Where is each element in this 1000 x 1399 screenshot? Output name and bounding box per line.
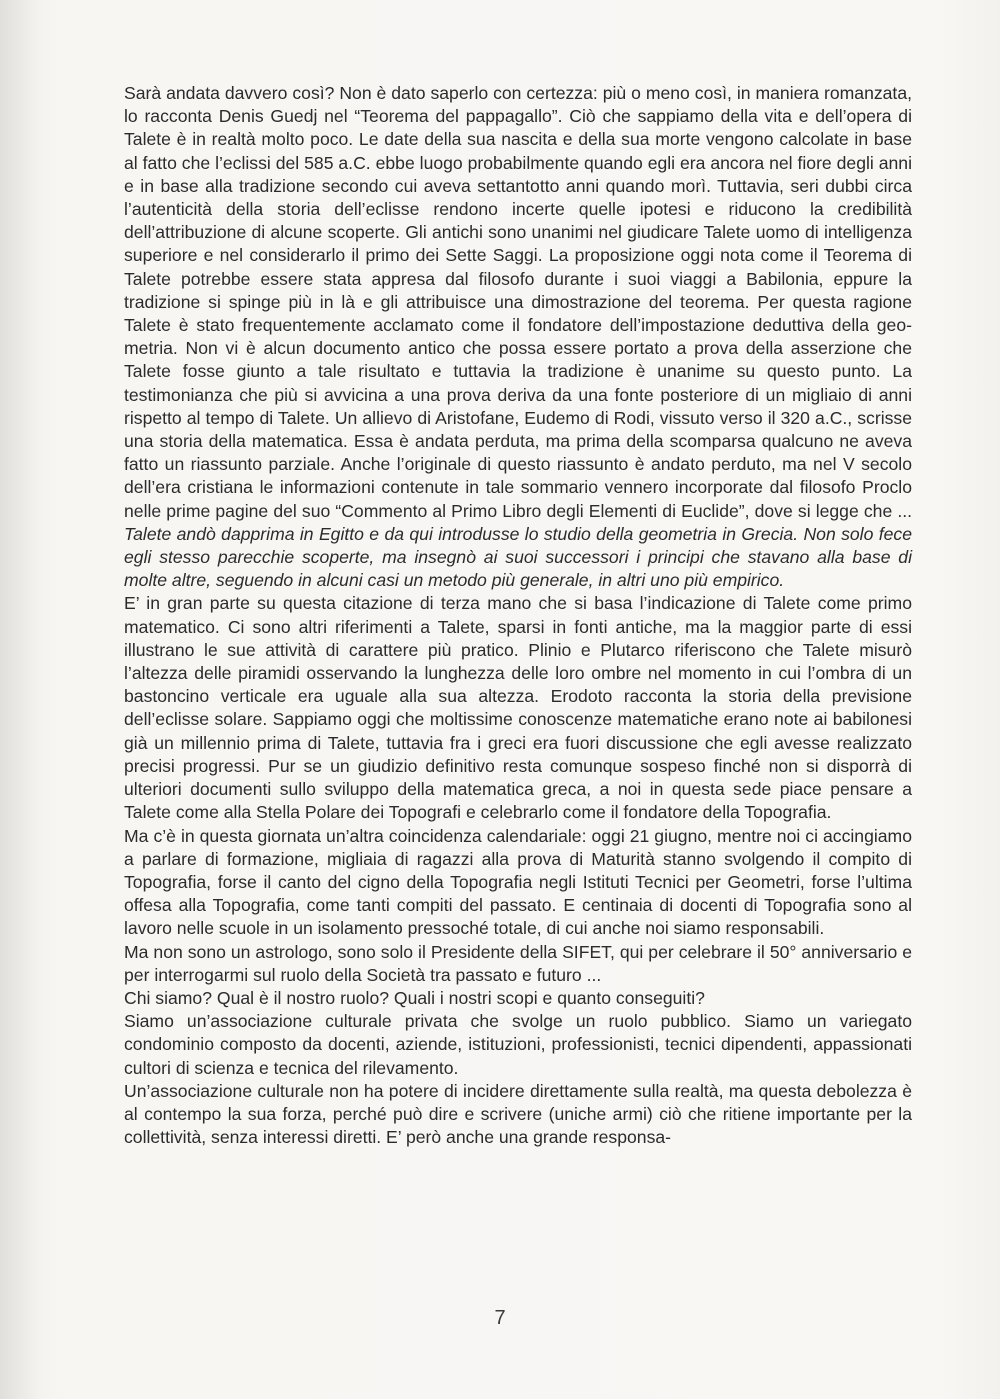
proclo-quotation: Talete andò dapprima in Egitto e da qui introdusse lo studio della geometria in Grecia. Non solo fece egli stesso parecchie scoperte, ma insegnò ai suoi successori i principi che stavano alla base di molte altre, seguendo in alcuni casi un metodo più generale, in altri uno più empirico. — [124, 523, 912, 591]
page-binding-shadow — [0, 0, 40, 1399]
page-number: 7 — [494, 1307, 506, 1329]
paragraph-questions: Chi siamo? Qual è il nostro ruolo? Quali i nostri scopi e quanto conseguiti? — [124, 987, 705, 1008]
paragraph-first-mathematician: E’ in gran parte su questa citazione di terza mano che si basa l’indicazione di Talete come primo matematico. Ci sono altri riferimenti a Talete, sparsi in fonti antiche, ma la maggior parte di essi illustrano le sue attività di carattere più pratico. Plinio e Plutarco riferiscono che Talete misurò l’altezza delle piramidi osservando la lunghezza delle loro ombre nel momento in cui l’ombra di un bastoncino verticale era uguale alla sua altezza. Erodoto racconta la storia della previsione dell’eclisse solare. Sappiamo oggi che moltissime conoscenze matematiche erano note ai babilonesi già un millennio prima di Talete, tuttavia fra i greci era fuori discussione che egli avesse realizzato precisi progressi. Pur se un giudizio definitivo resta comunque sospeso finché non si disporrà di ulteriori documenti sullo sviluppo della matematica greca, a noi in questa sede piace pensare a Talete come alla Stella Polare dei Topografi e celebrarlo come il fondatore della Topografia. — [124, 593, 912, 823]
paragraph-cultural-power: Un’associazione culturale non ha potere di incidere direttamente sulla realtà, ma questa debolezza è al contempo la sua forza, perché può dire e scrivere (uniche armi) ciò che ritiene importante per la collettività, senza interessi diretti. E’ però anche una grande responsa- — [124, 1080, 912, 1148]
body-text — [124, 82, 912, 1149]
paragraph-sifet-president: Ma non sono un astrologo, sono solo il Presidente della SIFET, qui per celebrare il 50° anniversario e per interrogarmi sul ruolo della Società tra passato e futuro ... — [124, 941, 912, 985]
paragraph-talete-history — [124, 82, 912, 592]
paragraph-calendar-coincidence: Ma c’è in questa giornata un’altra coincidenza calendariale: oggi 21 giugno, mentre noi ci accingiamo a parlare di formazione, migliaia di ragazzi alla prova di Maturità stanno svolgendo il compito di Topografia, forse il canto del cigno della Topografia negli Istituti Tecnici per Geometri, forse l’ultima offesa alla Topografia, come tanti compiti del passato. E centinaia di docenti di Topografia sono al lavoro nelle scuole in un isolamento pressoché totale, di cui anche noi siamo responsabili. — [124, 825, 912, 939]
paragraph-text: Sarà andata davvero così? Non è dato saperlo con certezza: più o meno così, in maniera romanzata, lo racconta Denis Guedj nel “Teorema del pappagallo”. Ciò che sappiamo della vita e dell’opera di Talete è in realtà molto poco. Le date della sua nascita e della sua morte vengono calcolate in base al fatto che l’eclissi del 585 a.C. ebbe luogo probabilmente quando egli era ancora nel fiore degli anni e in base alla tradizione secondo cui aveva settantotto anni quando morì. Tuttavia, seri dubbi circa l’autenticità della storia dell’eclisse rendono incerte quelle ipotesi e riducono la credibilità dell’attribuzione di alcune scoperte. Gli antichi sono unanimi nel giudicare Talete uomo di intelligenza superiore e nel considerarlo il primo dei Sette Saggi. La proposizione oggi nota come il Teorema di Talete potrebbe essere stata appresa dal filosofo durante i suoi viaggi a Babilonia, eppure la tradizione si spinge più in là e gli attribuisce una dimostrazione del teorema. Per questa ragione Talete è stato frequentemente acclamato come il fondatore dell’impostazione deduttiva della geometria. Non vi è alcun documento antico che possa essere portato a prova della asserzione che Talete fosse giunto a tale risultato e tuttavia la tradizione è unanime su questo punto. La testimonianza che più si avvicina a una prova deriva da una fonte posteriore di un migliaio di anni rispetto al tempo di Talete. Un allievo di Aristofane, Eudemo di Rodi, vissuto verso il 320 a.C., scrisse una storia della matematica. Essa è andata perduta, ma prima della scomparsa qualcuno ne aveva fatto un riassunto parziale. Anche l’originale di questo riassunto è andato perduto, ma nel V secolo dell’era cristiana le informazioni contenute in tale sommario vennero incorporate dal filosofo Proclo nelle prime pagine del suo “Commento al Primo Libro degli Elementi di Euclide”, dove si legge che ... — [124, 83, 912, 521]
paragraph-association: Siamo un’associazione culturale privata che svolge un ruolo pubblico. Siamo un variegato condominio composto da docenti, aziende, istituzioni, professionisti, tecnici dipendenti, appassionati cultori di scienza e tecnica del rilevamento. — [124, 1011, 912, 1078]
